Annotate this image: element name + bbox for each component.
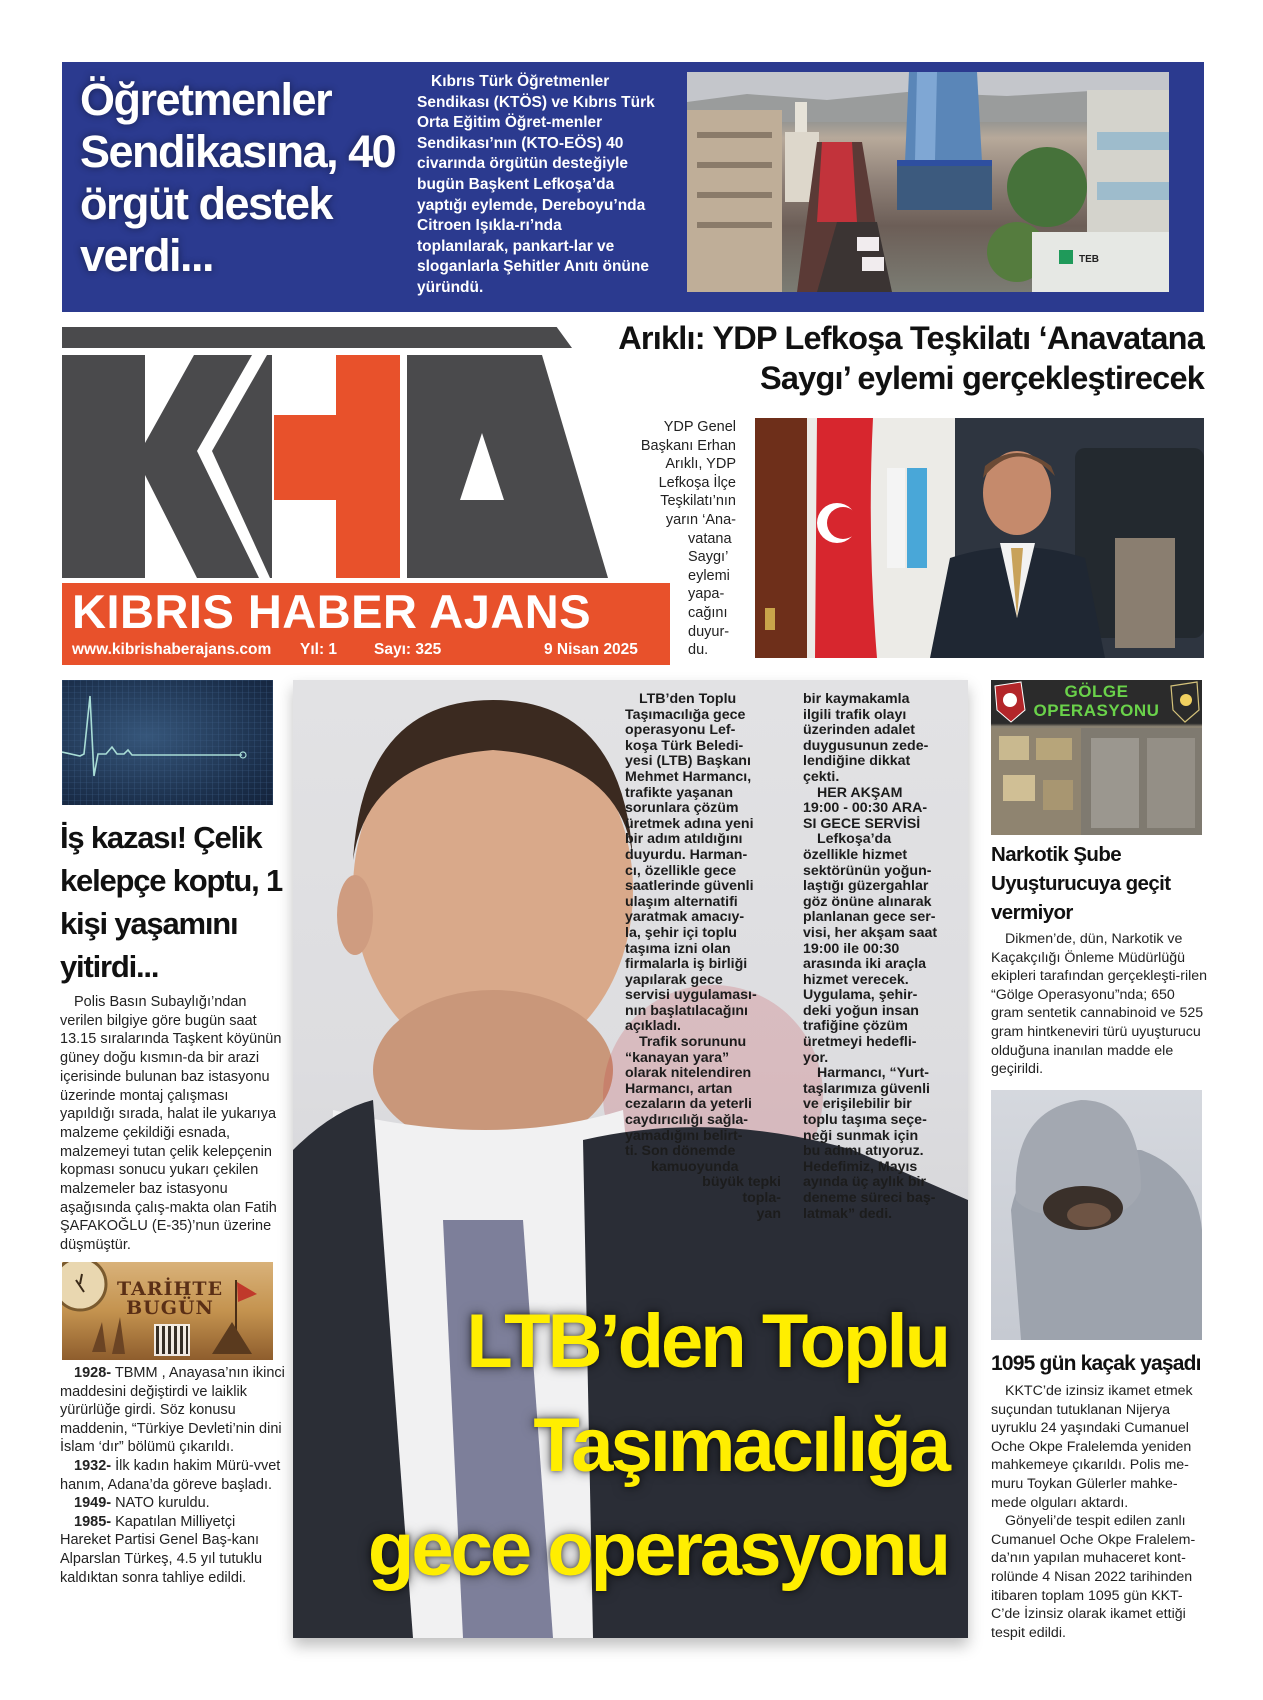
text-line: ulaşım alternatifi <box>625 893 738 910</box>
text-line: üretmek adına yeni <box>625 815 754 832</box>
history-year: 1928- <box>74 1365 112 1381</box>
protest-march-image <box>687 72 1169 292</box>
text-line: Arıklı, YDP <box>665 456 736 473</box>
accident-headline[interactable]: İş kazası! Çelik kelepçe koptu, 1 kişi yaşamını yitirdi... <box>60 820 283 984</box>
main-story-photo[interactable] <box>293 680 968 1638</box>
top-story-banner[interactable] <box>62 62 1204 312</box>
text-line: trafikte yaşanan <box>625 784 734 801</box>
text-line: yarın ‘Ana- <box>665 511 736 528</box>
text-line: topla- <box>742 1190 781 1206</box>
heartbeat-line-icon <box>62 680 273 805</box>
paragraph: KKTC’de izinsiz ikamet etmek suçundan tutuklanan Nijerya uyruklu 24 yaşındaki Cumanuel Oche Okpe Fralelemda yeniden mahkemeye çıkarıldı. Polis me-muru Toykan Gülerler mahke-mede olguları aktardı. <box>991 1383 1193 1511</box>
masthead-meta <box>72 639 664 661</box>
paragraph: Gönyeli’de tespit edilen zanlı Cumanuel Oche Okpe Fralelem-da’nın yapılan muhaceret kont-rolünde 4 Nisan 2022 tarihinden itibaren toplam 1095 gün KKT-C’de İzinsiz olarak ikamet ettiği tespit edildi. <box>991 1513 1196 1641</box>
text-line: trafiğine çözüm <box>803 1018 908 1035</box>
text-line: yesi (LTB) Başkanı <box>625 753 751 770</box>
hooded-suspect-photo[interactable] <box>991 1090 1202 1340</box>
text-line: duyurdu. Harman- <box>625 846 748 863</box>
main-story-headline[interactable] <box>293 1290 948 1602</box>
accident-body: Polis Basın Subaylığı’ndan verilen bilgiye göre bugün saat 13.15 sıralarında Taşkent köyünün güney doğu kısmın-da bir arazi içerisinde bulunan baz istasyonu üzerinde montaj çalışması yapıldığı sırada, halat ile yukarıya malzeme çekildiği esnada, malzemeyi tutan çelik kelepçenin kopması sonucu yukarı çekilen malzemeler baz istasyonu aşağısında çalış-makta olan Fatih ŞAFAKOĞLU (E-35)’nun üzerine düşmüştür. <box>60 994 282 1254</box>
publication-name: KIBRIS HABER AJANS <box>72 585 592 638</box>
text-line: Harmancı, artan <box>625 1080 733 1097</box>
text-line: açıkladı. <box>625 1018 681 1035</box>
text-line: özellikle hizmet <box>803 846 908 863</box>
text-line: sorunlara çözüm <box>625 800 739 817</box>
text-line: cağını <box>688 604 728 621</box>
text-line: kamuoyunda <box>651 1158 739 1175</box>
website-link[interactable]: www.kibrishaberajans.com <box>72 641 272 658</box>
text-line: vatana <box>688 530 732 547</box>
headline-line: gece operasyonu <box>367 1507 948 1592</box>
text-line: Uygulama, şehir- <box>803 987 918 1004</box>
main-story-column-1 <box>625 692 781 1222</box>
text-line: ilgili trafik olayı <box>803 706 907 723</box>
text-line: arasında iki araçla <box>803 956 927 973</box>
text-line: du. <box>688 642 709 659</box>
qr-code-icon[interactable] <box>154 1324 190 1356</box>
history-text: Kapatılan Milliyetçi Hareket Partisi Genel Baş-kanı Alparslan Türkeş, 4.5 yıl tutuklu kaldıktan sonra tahliye edildi. <box>60 1513 263 1586</box>
text-line: nın başlatılacağını <box>625 1002 748 1019</box>
text-line: visi, her akşam saat <box>803 924 938 941</box>
kha-logo[interactable] <box>62 355 670 578</box>
history-banner[interactable] <box>62 1262 273 1360</box>
text-line: Harmancı, “Yurt- <box>817 1065 929 1082</box>
text-line: caydırıcılığı sağla- <box>625 1112 749 1129</box>
text-line: eylemi <box>688 567 730 584</box>
masthead-ribbon <box>62 583 670 665</box>
teb-sign: TEB <box>1079 254 1099 265</box>
history-text: İlk kadın hakim Mürü-vvet hanım, Adana’da göreve başladı. <box>60 1457 281 1493</box>
history-year: 1985- <box>74 1513 112 1530</box>
text-line: Başkanı Erhan <box>640 437 736 454</box>
protest-march-photo[interactable] <box>687 72 1169 292</box>
history-item <box>60 1364 285 1457</box>
text-line: deneme süreci baş- <box>803 1190 936 1206</box>
history-banner-title: TARİHTE BUGÜN <box>116 1278 224 1319</box>
text-line: neği sunmak için <box>803 1127 919 1144</box>
text-line: hizmet verecek. <box>803 971 909 988</box>
year-label: Yıl: 1 <box>300 641 338 658</box>
main-story-column-2 <box>803 692 963 1222</box>
text-line: Hedefimiz, Mayıs <box>803 1158 918 1175</box>
text-line: bir adım atıldığını <box>625 831 743 848</box>
text-line: koşa Türk Beledi- <box>625 737 744 754</box>
text-line: bu adımı atıyoruz. <box>803 1143 924 1160</box>
text-line: duyur- <box>688 623 730 640</box>
top-story-headline[interactable]: Öğretmenler Sendikasına, 40 örgüt destek verdi... <box>80 74 396 281</box>
text-line: yor. <box>803 1049 829 1066</box>
history-year: 1949- <box>74 1495 112 1512</box>
golge-operation-photo[interactable] <box>991 680 1202 835</box>
text-line: operasyonu Lef- <box>625 722 736 739</box>
text-line: firmalarla iş birliği <box>625 956 748 973</box>
text-line: göz önüne alınarak <box>803 893 932 910</box>
text-line: saatlerinde güvenli <box>625 878 754 895</box>
text-line: yaratmak amacıy- <box>625 909 745 926</box>
arikli-headline[interactable]: Arıklı: YDP Lefkoşa Teşkilatı ‘Anavatana Saygı’ eylemi gerçekleştirecek <box>618 320 1204 396</box>
text-line: latmak” dedi. <box>803 1205 893 1222</box>
narcotics-headline[interactable]: Narkotik Şube Uyuşturucuya geçit vermiyor <box>991 843 1171 924</box>
text-line: ti. Son dönemde <box>625 1143 736 1160</box>
arikli-body <box>608 418 736 660</box>
text-line: LTB’den Toplu <box>639 691 737 707</box>
text-line: üzerinden adalet <box>803 722 915 739</box>
text-line: planlanan gece ser- <box>803 909 936 926</box>
history-item <box>60 1457 285 1494</box>
history-item <box>60 1513 285 1587</box>
text-line: yapa- <box>688 586 725 603</box>
text-line: “kanayan yara” <box>625 1049 730 1066</box>
text-line: yamadığını belirt- <box>625 1127 743 1144</box>
text-line: Taşımacılığa gece <box>625 706 746 723</box>
top-story-body: Kıbrıs Türk Öğretmenler Sendikası (KTÖS) ve Kıbrıs Türk Orta Eğitim Öğret-menler Sendikası’nın (KTO-EÖS) 40 civarında örgütün desteğiyle bugün Başkent Lefkoşa’da yaptığı eylemde, Dereboyu’nda Citroen Işıkla-rı’nda toplanılarak, pankart-lar ve sloganlarla Şehitler Anıtı önüne yüründü. <box>417 73 655 296</box>
history-year: 1932- <box>74 1457 112 1474</box>
text-line: YDP Genel <box>663 419 736 435</box>
ecg-flatline-photo[interactable] <box>62 680 273 805</box>
history-text: NATO kuruldu. <box>111 1495 210 1512</box>
text-line: bir kaymakamla <box>803 691 910 707</box>
text-line: cı, özellikle gece <box>625 862 737 879</box>
issue-date: 9 Nisan 2025 <box>544 641 638 658</box>
arikli-photo[interactable] <box>755 418 1204 658</box>
text-line: Mehmet Harmancı, <box>625 768 752 785</box>
issue-number: Sayı: 325 <box>374 641 442 658</box>
politician-at-desk-image <box>755 418 1204 658</box>
text-line: büyük tepki <box>702 1174 781 1191</box>
history-item <box>60 1494 285 1513</box>
text-line: üretmeyi hedefli- <box>803 1034 917 1051</box>
text-line: cezaların da yeterli <box>625 1096 752 1113</box>
history-list <box>60 1364 285 1587</box>
narcotics-body: Dikmen’de, dün, Narkotik ve Kaçakçılığı Önleme Müdürlüğü ekipleri tarafından gerçekleşti-rilen “Gölge Operasyonu”nda; 650 gram sentetik cannabinoid ve 525 gram hintkeneviri türü uyuşturucu olduğuna inanılan madde ele geçirildi. <box>991 931 1208 1078</box>
headline-line: LTB’den Toplu <box>466 1299 948 1384</box>
text-line: la, şehir içi toplu <box>625 924 737 941</box>
kha-logo-mark <box>62 355 670 578</box>
text-line: çekti. <box>803 768 840 785</box>
text-line: toplu taşıma seçe- <box>803 1112 927 1129</box>
text-line: lendiğine dikkat <box>803 753 911 770</box>
text-line: taşıma izni olan <box>625 940 731 957</box>
text-line: yan <box>756 1205 781 1222</box>
text-line: 19:00 ile 00:30 <box>803 940 900 957</box>
history-text: TBMM , Anayasa’nın ikinci maddesini değiştirdi ve laiklik yürürlüğe girdi. Söz konusu maddenin, “Türkiye Devleti’nin dini İslam ‘dır” bölümü çıkarıldı. <box>60 1365 285 1456</box>
logo-top-bar <box>62 327 572 348</box>
text-line: ve erişilebilir bir <box>803 1096 912 1113</box>
illegal-stay-headline[interactable]: 1095 gün kaçak yaşadı <box>991 1352 1201 1375</box>
text-line: deki yoğun insan <box>803 1002 919 1019</box>
text-line: sektörünün yoğun- <box>803 862 932 879</box>
text-line: Teşkilatı’nın <box>660 493 736 510</box>
text-line: servisi uygulaması- <box>625 987 757 1004</box>
headline-line: Taşımacılığa <box>533 1403 948 1488</box>
hooded-person-image <box>991 1090 1202 1340</box>
subheading-line: 19:00 - 00:30 ARA- <box>803 800 928 817</box>
text-line: taşlarımıza güvenli <box>803 1080 930 1097</box>
text-line: Lefkoşa İlçe <box>658 474 736 491</box>
text-line: ayında üç aylık bir <box>803 1174 927 1191</box>
text-line: yapılarak gece <box>625 971 723 988</box>
text-line: laştığı güzergahlar <box>803 878 929 895</box>
text-line: olarak nitelendiren <box>625 1065 752 1082</box>
golge-operation-label: GÖLGE OPERASYONU <box>1033 682 1160 720</box>
text-line: Saygı’ <box>688 549 729 566</box>
text-line: Trafik sorununu <box>639 1034 747 1051</box>
illegal-stay-body <box>991 1382 1211 1642</box>
subheading-line: SI GECE SERVİSİ <box>803 815 921 832</box>
text-line: duygusunun zede- <box>803 737 929 754</box>
text-line: Lefkoşa’da <box>817 831 892 848</box>
subheading-line: HER AKŞAM <box>817 784 903 801</box>
